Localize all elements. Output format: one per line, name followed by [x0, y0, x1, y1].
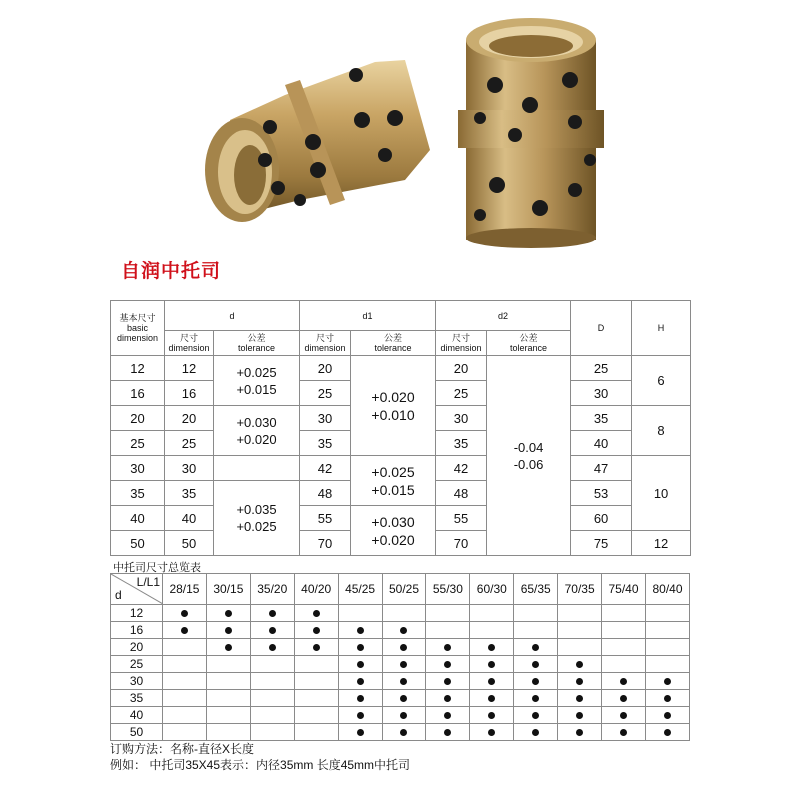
- product-photo: [0, 0, 800, 260]
- availability-cell: [250, 605, 294, 622]
- available-dot-icon: [269, 627, 276, 634]
- available-dot-icon: [357, 627, 364, 634]
- availability-cell: [163, 724, 207, 741]
- availability-cell: [514, 639, 558, 656]
- availability-cell: [426, 605, 470, 622]
- d2-size-header: 尺寸 dimension: [436, 331, 487, 356]
- D-cell: 47: [571, 456, 632, 481]
- column-header: 40/20: [294, 574, 338, 605]
- availability-cell: [382, 622, 426, 639]
- availability-cell: [163, 605, 207, 622]
- availability-cell: [645, 622, 689, 639]
- bushing-left-image: [205, 60, 430, 222]
- basic-cell: 40: [111, 506, 165, 531]
- available-dot-icon: [576, 678, 583, 685]
- availability-cell: [470, 673, 514, 690]
- available-dot-icon: [181, 610, 188, 617]
- available-dot-icon: [269, 644, 276, 651]
- availability-cell: [382, 673, 426, 690]
- d-cell: 30: [165, 456, 214, 481]
- availability-cell: [206, 724, 250, 741]
- availability-cell: [558, 605, 602, 622]
- d-cell: 50: [165, 531, 214, 556]
- d1-cell: 42: [300, 456, 351, 481]
- d-tolerance-cell: +0.030 +0.020: [214, 406, 300, 456]
- d-cell: 25: [165, 431, 214, 456]
- availability-cell: [426, 673, 470, 690]
- availability-cell: [294, 622, 338, 639]
- availability-cell: [294, 605, 338, 622]
- d1-cell: 35: [300, 431, 351, 456]
- H-cell: 8: [632, 406, 691, 456]
- availability-cell: [250, 673, 294, 690]
- available-dot-icon: [532, 712, 539, 719]
- d1-header: d1: [300, 301, 436, 331]
- order-method: 订购方法：名称-直径X长度: [110, 742, 255, 756]
- D-cell: 35: [571, 406, 632, 431]
- d-cell: 35: [165, 481, 214, 506]
- availability-cell: [645, 724, 689, 741]
- column-header: 30/15: [206, 574, 250, 605]
- availability-cell: [514, 707, 558, 724]
- availability-cell: [470, 622, 514, 639]
- column-header: 45/25: [338, 574, 382, 605]
- H-cell: 10: [632, 456, 691, 531]
- availability-cell: [294, 639, 338, 656]
- column-header: 50/25: [382, 574, 426, 605]
- availability-cell: [250, 707, 294, 724]
- row-diameter: 40: [111, 707, 163, 724]
- table-row: [111, 639, 690, 656]
- d1-cell: 70: [300, 531, 351, 556]
- page-title: 自润中托司: [121, 261, 222, 282]
- availability-cell: [206, 690, 250, 707]
- d1-tolerance-cell: +0.025 +0.015: [351, 456, 436, 506]
- row-diameter: 35: [111, 690, 163, 707]
- D-header: D: [571, 301, 632, 356]
- available-dot-icon: [576, 712, 583, 719]
- availability-cell: [426, 707, 470, 724]
- available-dot-icon: [532, 644, 539, 651]
- availability-cell: [470, 690, 514, 707]
- d-cell: 20: [165, 406, 214, 431]
- availability-cell: [338, 673, 382, 690]
- availability-cell: [426, 724, 470, 741]
- d2-cell: 30: [436, 406, 487, 431]
- available-dot-icon: [620, 695, 627, 702]
- d2-tolerance-cell: -0.04 -0.06: [487, 356, 571, 556]
- available-dot-icon: [664, 678, 671, 685]
- available-dot-icon: [313, 610, 320, 617]
- availability-cell: [558, 673, 602, 690]
- available-dot-icon: [620, 712, 627, 719]
- available-dot-icon: [400, 644, 407, 651]
- availability-cell: [558, 622, 602, 639]
- available-dot-icon: [532, 729, 539, 736]
- corner-label-length: L/L1: [136, 575, 160, 589]
- available-dot-icon: [488, 729, 495, 736]
- availability-cell: [558, 724, 602, 741]
- availability-cell: [206, 707, 250, 724]
- available-dot-icon: [357, 712, 364, 719]
- availability-cell: [558, 656, 602, 673]
- availability-cell: [514, 690, 558, 707]
- availability-cell: [250, 639, 294, 656]
- D-cell: 60: [571, 506, 632, 531]
- availability-cell: [426, 656, 470, 673]
- d-header: d: [165, 301, 300, 331]
- available-dot-icon: [444, 729, 451, 736]
- availability-cell: [645, 605, 689, 622]
- availability-cell: [338, 622, 382, 639]
- d2-cell: 42: [436, 456, 487, 481]
- row-diameter: 30: [111, 673, 163, 690]
- basic-cell: 30: [111, 456, 165, 481]
- availability-cell: [558, 690, 602, 707]
- availability-cell: [206, 639, 250, 656]
- available-dot-icon: [488, 712, 495, 719]
- available-dot-icon: [444, 644, 451, 651]
- availability-cell: [514, 605, 558, 622]
- availability-cell: [470, 724, 514, 741]
- D-cell: 53: [571, 481, 632, 506]
- availability-cell: [558, 639, 602, 656]
- table-row: [111, 724, 690, 741]
- d1-tolerance-cell: +0.020 +0.010: [351, 356, 436, 456]
- availability-cell: [163, 673, 207, 690]
- available-dot-icon: [357, 678, 364, 685]
- table-row: [111, 707, 690, 724]
- available-dot-icon: [488, 695, 495, 702]
- d-tolerance-blank: [214, 456, 300, 481]
- availability-cell: [338, 724, 382, 741]
- available-dot-icon: [357, 644, 364, 651]
- available-dot-icon: [181, 627, 188, 634]
- availability-cell: [470, 639, 514, 656]
- available-dot-icon: [444, 695, 451, 702]
- d2-cell: 20: [436, 356, 487, 381]
- row-diameter: 12: [111, 605, 163, 622]
- D-cell: 25: [571, 356, 632, 381]
- available-dot-icon: [313, 627, 320, 634]
- H-header: H: [632, 301, 691, 356]
- availability-cell: [645, 690, 689, 707]
- d1-size-header: 尺寸 dimension: [300, 331, 351, 356]
- d-tolerance-header: 公差 tolerance: [214, 331, 300, 356]
- availability-cell: [514, 724, 558, 741]
- order-example: 例如： 中托司35X45表示：内径35mm 长度45mm中托司: [110, 758, 411, 772]
- availability-cell: [250, 656, 294, 673]
- d-size-header: 尺寸 dimension: [165, 331, 214, 356]
- available-dot-icon: [532, 695, 539, 702]
- availability-cell: [338, 605, 382, 622]
- available-dot-icon: [400, 661, 407, 668]
- availability-cell: [294, 656, 338, 673]
- available-dot-icon: [532, 661, 539, 668]
- basic-cell: 35: [111, 481, 165, 506]
- available-dot-icon: [664, 712, 671, 719]
- row-diameter: 25: [111, 656, 163, 673]
- availability-cell: [602, 673, 646, 690]
- availability-cell: [338, 639, 382, 656]
- available-dot-icon: [532, 678, 539, 685]
- D-cell: 30: [571, 381, 632, 406]
- d1-cell: 55: [300, 506, 351, 531]
- availability-cell: [382, 639, 426, 656]
- d-tolerance-cell: +0.035 +0.025: [214, 481, 300, 556]
- basic-cell: 16: [111, 381, 165, 406]
- d1-cell: 30: [300, 406, 351, 431]
- availability-cell: [514, 673, 558, 690]
- availability-cell: [382, 690, 426, 707]
- availability-cell: [645, 707, 689, 724]
- basic-cell: 50: [111, 531, 165, 556]
- available-dot-icon: [620, 678, 627, 685]
- availability-cell: [470, 656, 514, 673]
- availability-cell: [250, 622, 294, 639]
- available-dot-icon: [488, 644, 495, 651]
- available-dot-icon: [225, 627, 232, 634]
- available-dot-icon: [400, 627, 407, 634]
- corner-label-diameter: d: [115, 588, 122, 602]
- available-dot-icon: [225, 610, 232, 617]
- row-diameter: 16: [111, 622, 163, 639]
- column-header: 60/30: [470, 574, 514, 605]
- basic-cell: 25: [111, 431, 165, 456]
- availability-cell: [163, 690, 207, 707]
- availability-cell: [338, 656, 382, 673]
- column-header: 75/40: [602, 574, 646, 605]
- availability-cell: [294, 673, 338, 690]
- available-dot-icon: [400, 712, 407, 719]
- D-cell: 40: [571, 431, 632, 456]
- availability-cell: [250, 690, 294, 707]
- availability-cell: [426, 622, 470, 639]
- available-dot-icon: [357, 729, 364, 736]
- availability-cell: [602, 707, 646, 724]
- basic-cell: 20: [111, 406, 165, 431]
- available-dot-icon: [357, 695, 364, 702]
- available-dot-icon: [313, 644, 320, 651]
- d1-tolerance-header: 公差 tolerance: [351, 331, 436, 356]
- D-cell: 75: [571, 531, 632, 556]
- availability-cell: [602, 724, 646, 741]
- availability-cell: [645, 639, 689, 656]
- corner-cell: [111, 574, 163, 605]
- availability-cell: [470, 707, 514, 724]
- d2-cell: 55: [436, 506, 487, 531]
- availability-cell: [206, 656, 250, 673]
- d-cell: 12: [165, 356, 214, 381]
- overview-body: [111, 605, 690, 741]
- availability-cell: [382, 656, 426, 673]
- availability-cell: [514, 656, 558, 673]
- table-row: [111, 656, 690, 673]
- basic-cell: 12: [111, 356, 165, 381]
- d1-cell: 25: [300, 381, 351, 406]
- H-cell: 6: [632, 356, 691, 406]
- available-dot-icon: [444, 661, 451, 668]
- availability-cell: [602, 639, 646, 656]
- d-cell: 40: [165, 506, 214, 531]
- column-header: 35/20: [250, 574, 294, 605]
- overview-table: [110, 573, 690, 741]
- availability-cell: [338, 707, 382, 724]
- availability-cell: [163, 639, 207, 656]
- available-dot-icon: [664, 695, 671, 702]
- availability-cell: [602, 656, 646, 673]
- available-dot-icon: [269, 610, 276, 617]
- availability-cell: [163, 656, 207, 673]
- d1-cell: 20: [300, 356, 351, 381]
- availability-cell: [163, 622, 207, 639]
- available-dot-icon: [488, 678, 495, 685]
- d1-tolerance-cell: +0.030 +0.020: [351, 506, 436, 556]
- row-diameter: 20: [111, 639, 163, 656]
- availability-cell: [294, 690, 338, 707]
- availability-cell: [382, 605, 426, 622]
- available-dot-icon: [357, 661, 364, 668]
- availability-cell: [382, 724, 426, 741]
- availability-cell: [163, 707, 207, 724]
- availability-cell: [426, 639, 470, 656]
- availability-cell: [206, 673, 250, 690]
- availability-cell: [602, 622, 646, 639]
- availability-cell: [338, 690, 382, 707]
- d2-header: d2: [436, 301, 571, 331]
- d2-cell: 35: [436, 431, 487, 456]
- table-row: [111, 622, 690, 639]
- H-cell: 12: [632, 531, 691, 556]
- available-dot-icon: [444, 712, 451, 719]
- availability-cell: [602, 690, 646, 707]
- available-dot-icon: [576, 729, 583, 736]
- spec-table: [110, 300, 691, 556]
- bushing-right-image: [458, 18, 604, 248]
- availability-cell: [426, 690, 470, 707]
- available-dot-icon: [400, 678, 407, 685]
- available-dot-icon: [620, 729, 627, 736]
- overview-title: 中托司尺寸总览表: [113, 562, 201, 574]
- availability-cell: [250, 724, 294, 741]
- availability-cell: [206, 622, 250, 639]
- d-tolerance-cell: +0.025 +0.015: [214, 356, 300, 406]
- d1-cell: 48: [300, 481, 351, 506]
- availability-cell: [645, 673, 689, 690]
- availability-cell: [382, 707, 426, 724]
- availability-cell: [294, 724, 338, 741]
- table-row: [111, 690, 690, 707]
- d-cell: 16: [165, 381, 214, 406]
- available-dot-icon: [488, 661, 495, 668]
- availability-cell: [514, 622, 558, 639]
- d2-tolerance-header: 公差 tolerance: [487, 331, 571, 356]
- d2-cell: 25: [436, 381, 487, 406]
- available-dot-icon: [400, 729, 407, 736]
- available-dot-icon: [664, 729, 671, 736]
- available-dot-icon: [400, 695, 407, 702]
- d2-cell: 48: [436, 481, 487, 506]
- available-dot-icon: [576, 695, 583, 702]
- column-header: 80/40: [645, 574, 689, 605]
- column-header: 65/35: [514, 574, 558, 605]
- availability-cell: [206, 605, 250, 622]
- availability-cell: [470, 605, 514, 622]
- row-diameter: 50: [111, 724, 163, 741]
- table-row: [111, 605, 690, 622]
- available-dot-icon: [444, 678, 451, 685]
- column-header: 28/15: [163, 574, 207, 605]
- availability-cell: [602, 605, 646, 622]
- table-row: [111, 673, 690, 690]
- availability-cell: [645, 656, 689, 673]
- column-header: 55/30: [426, 574, 470, 605]
- basic-dimension-header: 基本尺寸 basic dimension: [111, 301, 165, 356]
- availability-cell: [558, 707, 602, 724]
- availability-cell: [294, 707, 338, 724]
- available-dot-icon: [225, 644, 232, 651]
- available-dot-icon: [576, 661, 583, 668]
- column-header: 70/35: [558, 574, 602, 605]
- d2-cell: 70: [436, 531, 487, 556]
